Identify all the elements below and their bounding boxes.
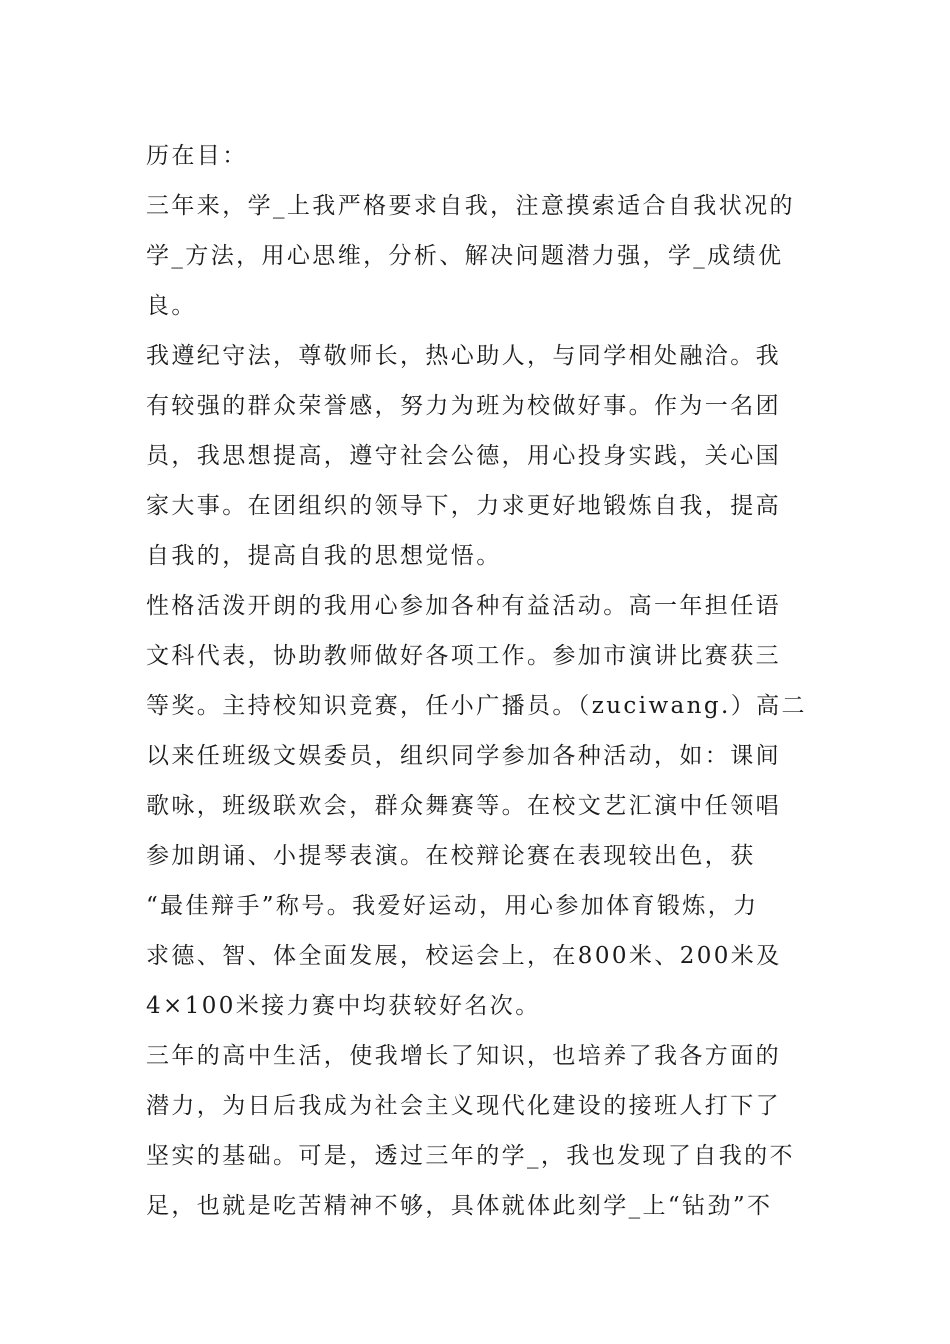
text-line: 文科代表，协助教师做好各项工作。参加市演讲比赛获三 xyxy=(146,643,781,669)
text-line: 足，也就是吃苦精神不够，具体就体此刻学_上“钻劲”不 xyxy=(146,1193,773,1219)
text-line: 以来任班级文娱委员，组织同学参加各种活动，如：课间 xyxy=(146,743,781,769)
text-line: “最佳辩手”称号。我爱好运动，用心参加体育锻炼，力 xyxy=(146,893,759,919)
text-line: 三年的高中生活，使我增长了知识，也培养了我各方面的 xyxy=(146,1043,781,1069)
text-line: 求德、智、体全面发展，校运会上，在800米、200米及 xyxy=(146,943,782,969)
text-line: 历在目： xyxy=(146,143,248,169)
text-line: 学_方法，用心思维，分析、解决问题潜力强，学_成绩优 xyxy=(146,243,784,269)
text-line: 良。 xyxy=(146,293,197,319)
text-line: 参加朗诵、小提琴表演。在校辩论赛在表现较出色，获 xyxy=(146,843,756,869)
text-line: 4×100米接力赛中均获较好名次。 xyxy=(146,993,541,1019)
text-line: 潜力，为日后我成为社会主义现代化建设的接班人打下了 xyxy=(146,1093,781,1119)
text-line: 有较强的群众荣誉感，努力为班为校做好事。作为一名团 xyxy=(146,393,781,419)
text-line: 等奖。主持校知识竞赛，任小广播员。（zuciwang.）高二 xyxy=(146,693,807,719)
text-line: 员，我思想提高，遵守社会公德，用心投身实践，关心国 xyxy=(146,443,781,469)
text-line: 坚实的基础。可是，透过三年的学_，我也发现了自我的不 xyxy=(146,1143,795,1169)
text-line: 家大事。在团组织的领导下，力求更好地锻炼自我，提高 xyxy=(146,493,781,519)
body-text xyxy=(146,131,811,1231)
text-line: 性格活泼开朗的我用心参加各种有益活动。高一年担任语 xyxy=(146,593,781,619)
text-line: 三年来，学_上我严格要求自我，注意摸索适合自我状况的 xyxy=(146,193,795,219)
text-line: 歌咏，班级联欢会，群众舞赛等。在校文艺汇演中任领唱 xyxy=(146,793,781,819)
text-line: 我遵纪守法，尊敬师长，热心助人，与同学相处融洽。我 xyxy=(146,343,781,369)
text-line: 自我的，提高自我的思想觉悟。 xyxy=(146,543,502,569)
